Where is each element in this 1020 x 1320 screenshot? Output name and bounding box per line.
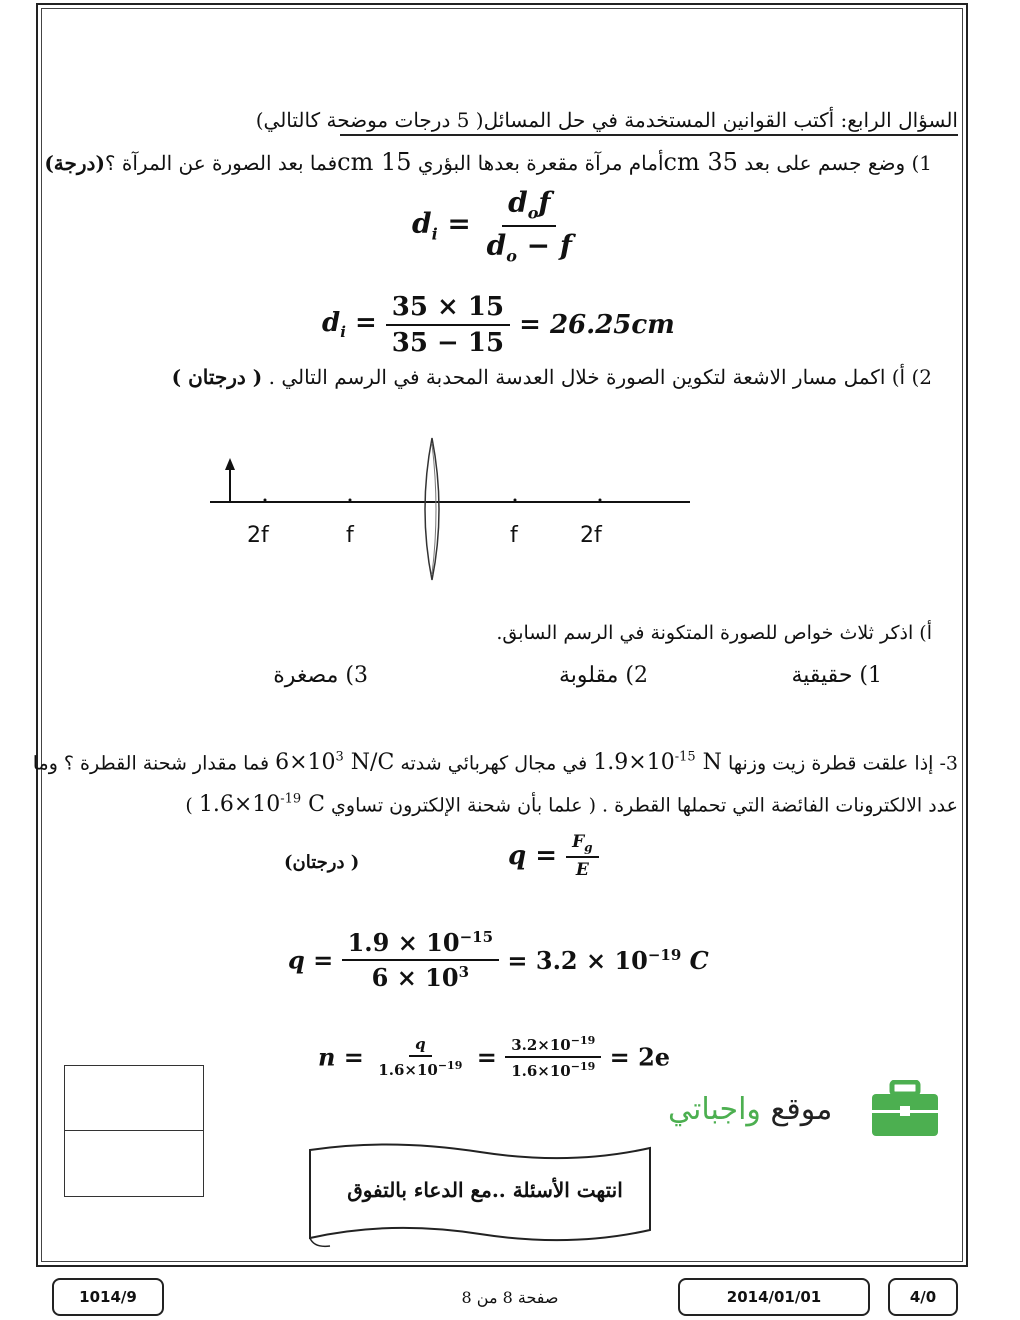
footer-page-number: صفحة 8 من 8 (461, 1288, 559, 1307)
convex-lens-diagram (200, 430, 700, 590)
electron-count-calculation: n = $\frac{q}{1.6\times 10^{-19}}$ = $\frac{3.2\times 10^{-19}}{1.6\times 10^{-19}}$ = 2e (318, 1034, 671, 1080)
point-f-left (349, 499, 352, 502)
q2-points: ( درجتان ) (171, 365, 263, 389)
q1-object-distance: 35 cm (663, 148, 738, 176)
answer-2: 2) مقلوبة (558, 663, 648, 688)
object-arrow-head (225, 458, 235, 470)
question-2a: أ) اذكر ثلاث خواص للصورة المتكونة في الرسم السابق. (496, 622, 932, 644)
question-2: 2) أ) اكمل مسار الاشعة لتكوين الصورة خلال العدسة المحدبة في الرسم التالي . ( درجتان ) (171, 365, 932, 389)
point-2f-right (599, 499, 602, 502)
q1-points: (درجة) (44, 151, 105, 175)
q1-prefix: 1) وضع جسم على بعد (737, 151, 932, 175)
grade-box-top (64, 1065, 204, 1131)
mirror-formula: $d_i$ = $\frac{d_of}{d_o - f}$ (412, 186, 572, 266)
convex-lens (425, 438, 439, 580)
footer-date: 2014/01/01 (678, 1278, 870, 1316)
q1-mid: أمام مرآة مقعرة بعدها البؤري (411, 151, 664, 175)
answer-3: 3) مصغرة (273, 663, 368, 688)
briefcase-icon (870, 1080, 940, 1138)
question-3-line-1: 3- إذا علقت قطرة زيت وزنها $1.9\times 10^{-15}$ N في مجال كهربائي شدته $6\times 10^3$ N/C فما مقدار شحنة القطرة ؟ وما (32, 750, 958, 776)
grade-box-bottom (64, 1130, 204, 1197)
point-2f-left (264, 499, 267, 502)
point-f-right (514, 499, 517, 502)
closing-message: انتهت الأسئلة ..مع الدعاء بالتفوق (347, 1178, 623, 1202)
mirror-calculation: $d_i$ = $\frac{35 \times 15}{35 - 15}$ = 26.25cm (322, 292, 675, 358)
charge-calculation: q = $\frac{1.9 \times 10^{-15}}{6 \times 10^3}$ = $3.2 \times 10^{-19}$ C (288, 928, 709, 992)
question-1 (44, 148, 932, 176)
site-logo-text: موقع واجباتي (668, 1092, 833, 1127)
q3-points: ( درجتان) (284, 852, 360, 873)
label-2f-left: 2f (247, 523, 269, 548)
charge-formula: q = $\frac{F_g}{E}$ (508, 832, 599, 880)
label-2f-right: 2f (580, 523, 602, 548)
q1-suffix: فما بعد الصورة عن المرآة ؟ (104, 151, 338, 175)
label-f-left: f (346, 523, 354, 548)
question-title: السؤال الرابع: أكتب القوانين المستخدمة في حل المسائل( 5 درجات موضحة كالتالي) (340, 108, 958, 136)
label-f-right: f (510, 523, 518, 548)
q1-focal-length: 15 cm (337, 148, 412, 176)
footer-code: 1014/9 (52, 1278, 164, 1316)
answer-1: 1) حقيقية (791, 663, 882, 688)
footer-grade: 4/0 (888, 1278, 958, 1316)
question-3-line-2: عدد الالكترونات الفائضة التي تحملها القطرة . ( علما بأن شحنة الإلكترون تساوي $1.6\times 10^{-19}$ C ) (185, 792, 958, 818)
